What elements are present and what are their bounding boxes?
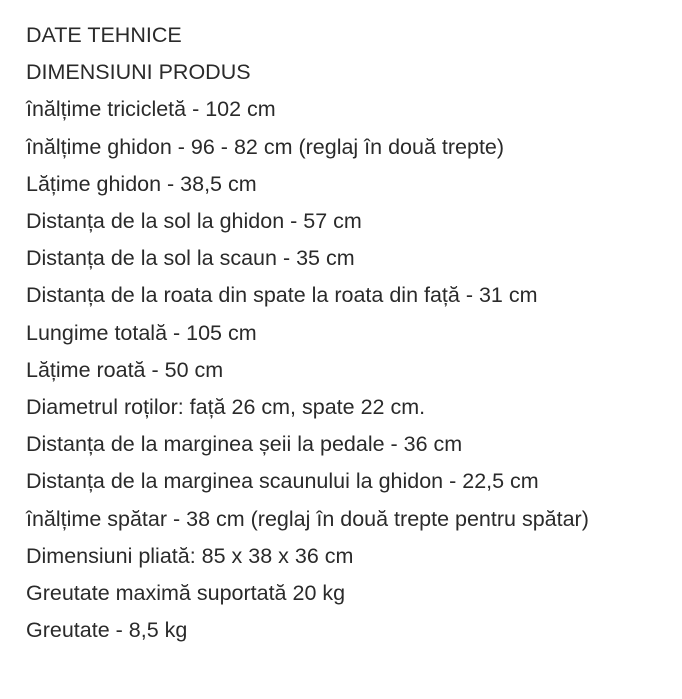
spec-line-backrest-height: înălțime spătar - 38 cm (reglaj în două trepte pentru spătar) [26, 506, 589, 531]
spec-line-ground-to-handlebar: Distanța de la sol la ghidon - 57 cm [26, 209, 362, 234]
technical-specs-document [26, 17, 666, 649]
spec-line-wheel-diameter: Diametrul roților: față 26 cm, spate 22 cm. [26, 395, 426, 420]
spec-line-handlebar-height: înălțime ghidon - 96 - 82 cm (reglaj în două trepte) [26, 134, 505, 159]
spec-line-folded-dimensions: Dimensiuni pliată: 85 x 38 x 36 cm [26, 543, 354, 568]
subsection-title: DIMENSIUNI PRODUS [26, 60, 251, 85]
spec-line-seat-to-handlebar: Distanța de la marginea scaunului la ghidon - 22,5 cm [26, 469, 539, 494]
spec-line-total-length: Lungime totală - 105 cm [26, 320, 257, 345]
spec-line-ground-to-seat: Distanța de la sol la scaun - 35 cm [26, 246, 355, 271]
spec-line-wheel-width: Lățime roată - 50 cm [26, 357, 224, 382]
section-title: DATE TEHNICE [26, 23, 182, 47]
spec-line-weight: Greutate - 8,5 kg [26, 618, 188, 643]
spec-line-seat-to-pedals: Distanța de la marginea șeii la pedale - 36 cm [26, 432, 463, 457]
spec-line-max-load: Greutate maximă suportată 20 kg [26, 581, 346, 606]
spec-line-wheelbase: Distanța de la roata din spate la roata din față - 31 cm [26, 283, 538, 308]
spec-line-handlebar-width: Lățime ghidon - 38,5 cm [26, 171, 257, 196]
spec-line-tricycle-height: înălțime tricicletă - 102 cm [26, 97, 276, 122]
